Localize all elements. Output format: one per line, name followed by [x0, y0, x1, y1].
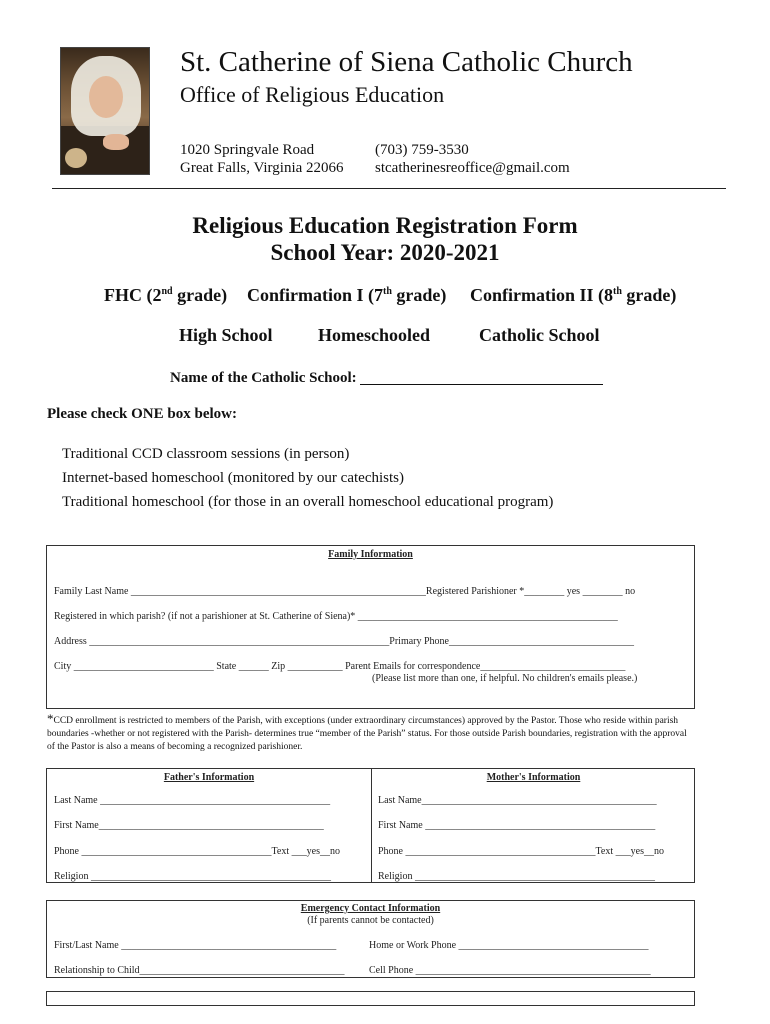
school-year: School Year: 2020-2021 — [270, 240, 500, 265]
parent-info-box — [46, 768, 695, 883]
choice-ccd-classroom[interactable]: Traditional CCD classroom sessions (in person) — [62, 446, 350, 462]
mother-heading: Mother's Information — [486, 772, 581, 783]
option-catholic-school[interactable]: Catholic School — [479, 325, 600, 345]
mother-first-name[interactable]: First Name ______________________________________________ — [378, 820, 656, 831]
emergency-relationship[interactable]: Relationship to Child_________________________________________ — [54, 965, 345, 976]
header-divider — [52, 188, 726, 189]
emergency-heading: Emergency Contact Information — [300, 903, 441, 914]
saint-portrait — [60, 47, 150, 175]
father-last-name[interactable]: Last Name ______________________________________________ — [54, 795, 331, 806]
mother-religion[interactable]: Religion ________________________________________________ — [378, 871, 655, 882]
option-confirmation-1[interactable]: Confirmation I (7th grade) — [247, 285, 447, 305]
address-phone-line[interactable]: Address ____________________________________________________________Primary Phone_____________________________________ — [54, 636, 634, 647]
choice-internet-homeschool[interactable]: Internet-based homeschool (monitored by our catechists) — [62, 470, 404, 486]
address-line2: Great Falls, Virginia 22066 — [180, 160, 344, 176]
father-phone[interactable]: Phone ______________________________________Text ___yes__no — [54, 846, 340, 857]
option-high-school[interactable]: High School — [179, 325, 273, 345]
next-section-box — [46, 991, 695, 1006]
catholic-school-field[interactable] — [360, 384, 603, 385]
parent-divider — [371, 769, 372, 882]
registered-parish-line[interactable]: Registered in which parish? (if not a parishioner at St. Catherine of Siena)* ____________________________________________________ — [54, 611, 618, 622]
phone: (703) 759-3530 — [375, 142, 469, 158]
form-title: Religious Education Registration Form — [192, 213, 578, 238]
footnote: *CCD enrollment is restricted to members of the Parish, with exceptions (under extraordinary circumstances) approved by the Pastor. Those who reside within parish boundaries -whether or not registered with the Parish- determines true “member of the Parish” status. For those outside Parish boundaries, registration with the approval of the Pastor is also a means of becoming a recognized parishioner. — [47, 711, 687, 752]
family-last-name-line[interactable]: Family Last Name ___________________________________________________________Registered Parishioner *________ yes ________ no — [54, 586, 636, 597]
emergency-home-phone[interactable]: Home or Work Phone ______________________________________ — [369, 940, 649, 951]
email: stcatherinesreoffice@gmail.com — [375, 160, 570, 176]
email-note: (Please list more than one, if helpful. No children's emails please.) — [372, 673, 638, 684]
option-fhc[interactable]: FHC (2nd grade) — [104, 285, 228, 305]
mother-last-name[interactable]: Last Name_______________________________________________ — [378, 795, 657, 806]
check-instruction: Please check ONE box below: — [47, 406, 237, 422]
father-heading: Father's Information — [163, 772, 255, 783]
option-homeschooled[interactable]: Homeschooled — [318, 325, 430, 345]
family-info-box — [46, 545, 695, 709]
address-line1: 1020 Springvale Road — [180, 142, 315, 158]
father-religion[interactable]: Religion ________________________________________________ — [54, 871, 331, 882]
church-name: St. Catherine of Siena Catholic Church — [180, 46, 633, 78]
family-heading: Family Information — [328, 549, 413, 560]
choice-traditional-homeschool[interactable]: Traditional homeschool (for those in an overall homeschool educational program) — [62, 494, 554, 510]
father-first-name[interactable]: First Name_____________________________________________ — [54, 820, 324, 831]
option-confirmation-2[interactable]: Confirmation II (8th grade) — [470, 285, 677, 305]
mother-phone[interactable]: Phone ______________________________________Text ___yes__no — [378, 846, 664, 857]
office-name: Office of Religious Education — [180, 82, 445, 107]
catholic-school-label: Name of the Catholic School: — [170, 370, 357, 386]
emergency-subheading: (If parents cannot be contacted) — [307, 915, 434, 926]
emergency-info-box — [46, 900, 695, 978]
city-state-email-line[interactable]: City ____________________________ State ______ Zip ___________ Parent Emails for correspondence_____________________________ — [54, 661, 626, 672]
emergency-cell[interactable]: Cell Phone _______________________________________________ — [369, 965, 651, 976]
emergency-name[interactable]: First/Last Name ___________________________________________ — [54, 940, 337, 951]
